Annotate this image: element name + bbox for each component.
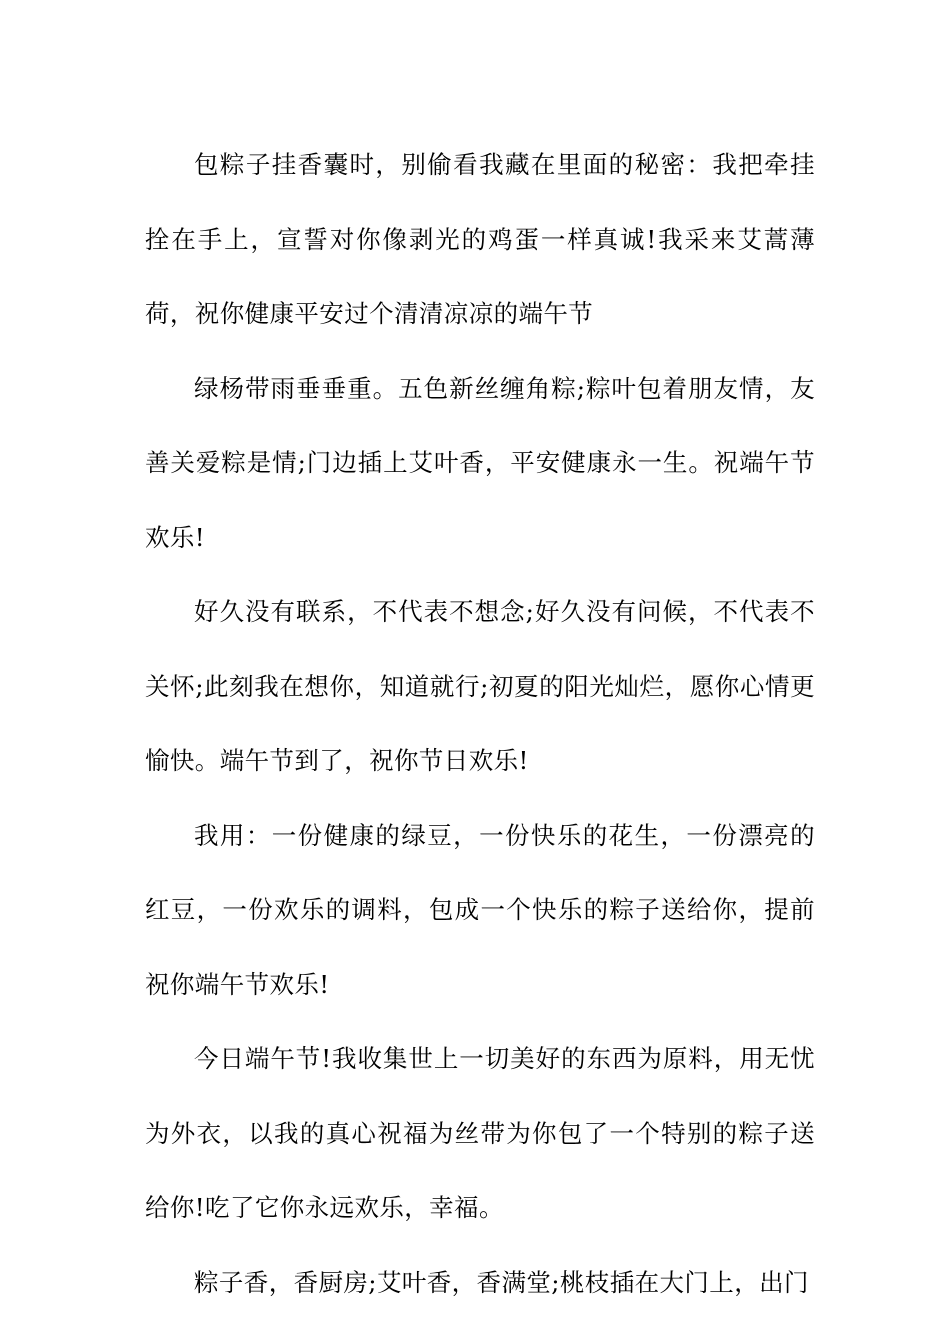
paragraph: 我用：一份健康的绿豆，一份快乐的花生，一份漂亮的红豆，一份欢乐的调料，包成一个快乐的粽子送给你，提前祝你端午节欢乐! [145,820,815,999]
paragraph: 好久没有联系，不代表不想念;好久没有问候，不代表不关怀;此刻我在想你，知道就行;初夏的阳光灿烂，愿你心情更愉快。端午节到了，祝你节日欢乐! [145,597,815,775]
paragraph: 绿杨带雨垂垂重。五色新丝缠角粽;粽叶包着朋友情，友善关爱粽是情;门边插上艾叶香，平安健康永一生。祝端午节欢乐! [145,373,815,552]
paragraph: 包粽子挂香囊时，别偷看我藏在里面的秘密：我把牵挂拴在手上，宣誓对你像剥光的鸡蛋一样真诚!我采来艾蒿薄荷，祝你健康平安过个清清凉凉的端午节 [145,150,815,328]
paragraph: 今日端午节!我收集世上一切美好的东西为原料，用无忧为外衣，以我的真心祝福为丝带为你包了一个特别的粽子送给你!吃了它你永远欢乐，幸福。 [145,1044,815,1222]
paragraph: 粽子香，香厨房;艾叶香，香满堂;桃枝插在大门上，出门 [194,1267,809,1297]
document-body [145,128,815,1320]
